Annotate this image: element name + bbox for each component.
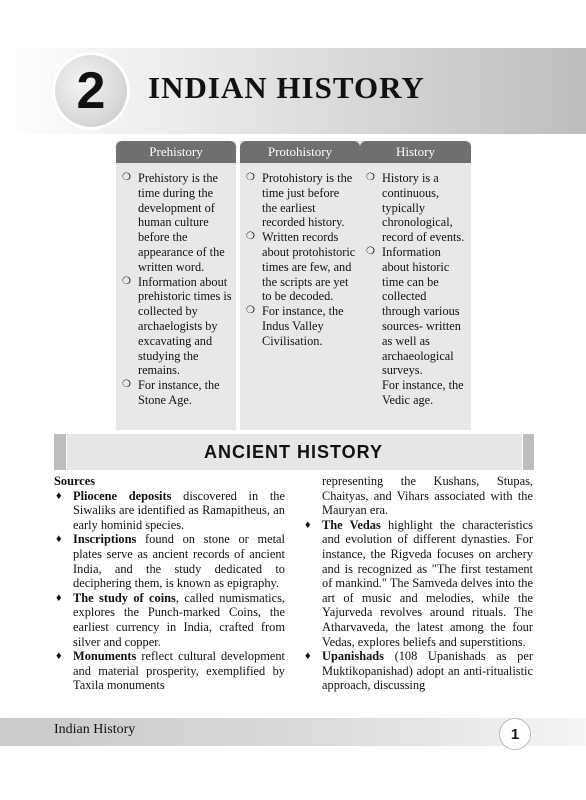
continuation-text: representing the Kushans, Stupas, Chaityas, and Vihars associated with the Mauryan era.	[322, 474, 533, 518]
list-item: ❍ Information about prehistoric times is collected by archaelogists by excavating and studying the remains.	[122, 274, 232, 378]
list-item: ❍ Prehistory is the time during the development of human culture before the appearance of the written word.	[122, 171, 225, 274]
prehistory-column	[116, 141, 236, 430]
hollow-circle-bullet-icon: ❍	[122, 379, 131, 391]
hollow-circle-bullet-icon: ❍	[122, 275, 131, 287]
text-bullet-item: ♦ The Vedas highlight the characteristics and evolution of different dynasties. For instance, the Rigveda focuses on archery and is recognized as "The first testament of mankind." The Samveda delves into the art of music and melodies, while the Yajurveda revolves around rituals. The Atharvaveda, the latest among the four Vedas, explores beliefs and superstitions.	[305, 517, 534, 649]
right-text-column	[303, 474, 533, 693]
left-text-column	[54, 474, 285, 693]
diamond-bullet-icon: ♦	[305, 650, 311, 663]
sources-heading: Sources	[54, 474, 96, 488]
hollow-circle-bullet-icon: ❍	[366, 172, 375, 183]
column-heading: History	[360, 141, 471, 163]
hollow-circle-bullet-icon: ❍	[246, 231, 255, 243]
diamond-bullet-icon: ♦	[56, 591, 62, 604]
chapter-number-badge	[52, 52, 130, 130]
text-bullet-item: ♦ Pliocene deposits discovered in the Siwaliks are identified as Ramapitheus, an early hominid species.	[56, 488, 285, 532]
diamond-bullet-icon: ♦	[56, 650, 62, 663]
text-bullet-item: ♦ Upanishads (108 Upanishads as per Muktikopanishad) adopt an anti-ritualistic approach, discussing	[305, 649, 533, 693]
hollow-circle-bullet-icon: ❍	[122, 172, 131, 183]
diamond-bullet-icon: ♦	[56, 533, 62, 546]
text-bullet-item: ♦ The study of coins, called numismatics, explores the Punch-marked Coins, the earliest currency in India, crafted from silver and copper.	[56, 590, 286, 649]
chapter-title: INDIAN HISTORY	[148, 70, 425, 105]
hollow-circle-bullet-icon: ❍	[366, 245, 375, 257]
hollow-circle-bullet-icon: ❍	[246, 172, 255, 183]
list-item: ❍ Written records about protohistoric times are few, and the scripts are yet to be decoded.	[246, 230, 356, 304]
list-item: ❍ History is a continuous, typically chronological, record of events.	[366, 171, 465, 245]
footer-label: Indian History	[54, 722, 136, 737]
history-column	[360, 141, 471, 430]
list-item: ❍ For instance, the Indus Valley Civilisation.	[246, 304, 344, 348]
list-item: ❍ For instance, the Stone Age.	[122, 378, 220, 407]
list-note: For instance, the Vedic age.	[382, 378, 464, 407]
page-number: 1	[499, 718, 531, 750]
column-heading: Protohistory	[240, 141, 360, 163]
diamond-bullet-icon: ♦	[56, 489, 62, 502]
chapter-number: 2	[76, 62, 106, 120]
column-heading: Prehistory	[116, 141, 236, 163]
protohistory-column	[240, 141, 360, 430]
list-item: ❍ Protohistory is the time just before the earliest recorded history.	[246, 171, 353, 230]
diamond-bullet-icon: ♦	[305, 518, 311, 531]
list-item: ❍ Information about historic time can be collected through various sources- written as well as archaeological surveys.	[366, 244, 461, 378]
text-bullet-item: ♦ Inscriptions found on stone or metal plates serve as ancient records of ancient India, and the study dedicated to deciphering them, is known as epigraphy.	[56, 532, 285, 591]
text-bullet-item: ♦ Monuments reflect cultural development and material prosperity, exemplified by Taxila monuments	[56, 649, 285, 693]
hollow-circle-bullet-icon: ❍	[246, 305, 255, 317]
section-title: ANCIENT HISTORY	[203, 442, 383, 462]
